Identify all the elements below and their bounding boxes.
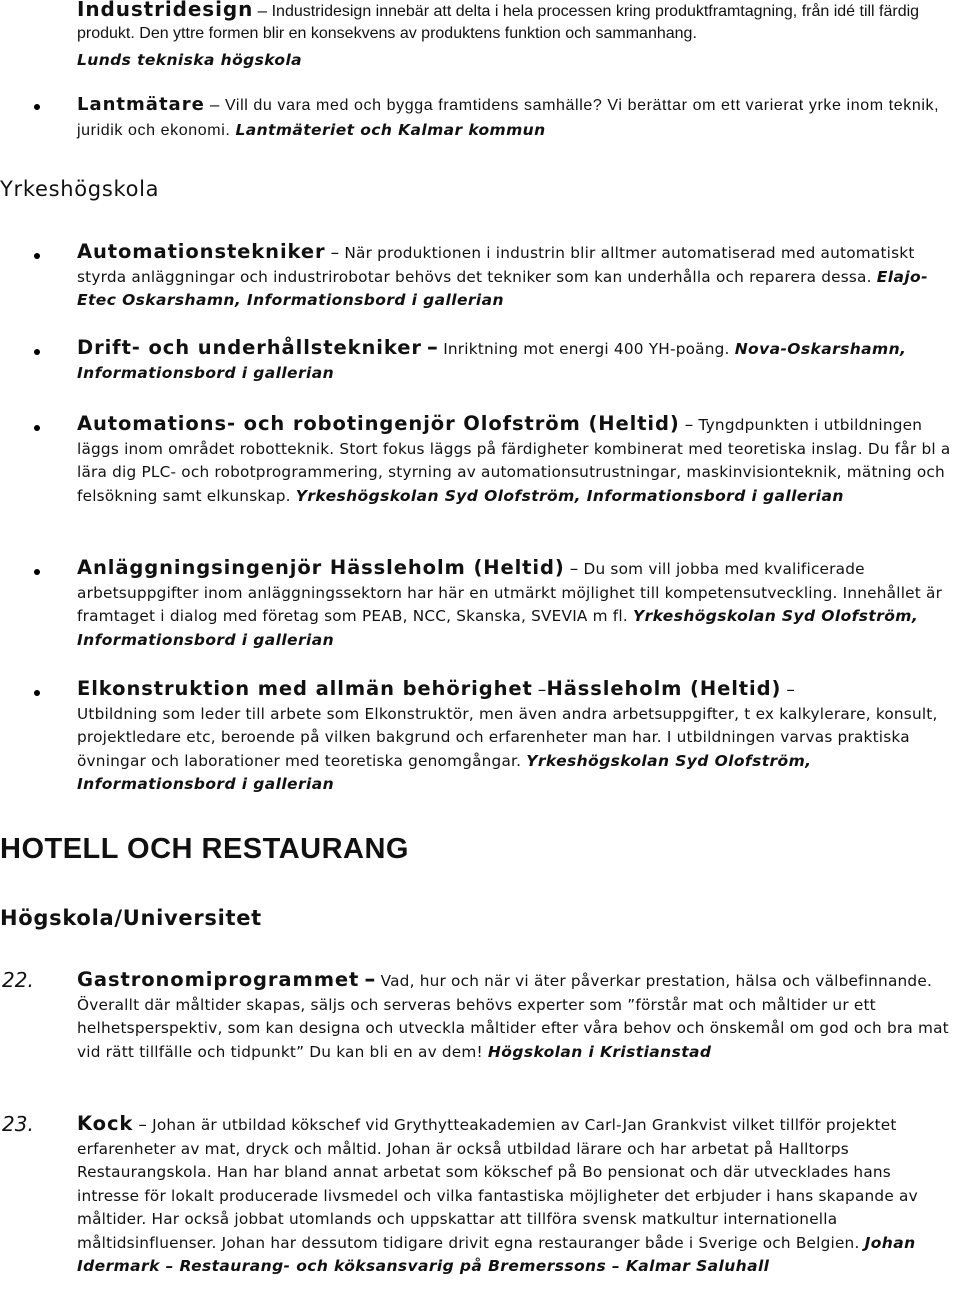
program-gastronomi <box>0 968 960 1064</box>
section-heading-hogskola: Högskola/Universitet <box>0 906 262 930</box>
school-name: Yrkeshögskolan Syd Olofström, Informationsbord i gallerian <box>77 607 919 649</box>
program-description: Johan är utbildad kökschef vid Grythytteakademien av Carl-Jan Grankvist vilket tillför projektet erfarenheter av mat, dryck och måltid. Johan är också utbildad lärare och har arbetat på Halltorps Restaurangskola. Han har bland annat arbetat som kökschef på Bo pensionat och där utvecklades hans intresse för lokalt producerade livsmedel och vilka fantastiska möjligheter det erbjuder i hans skapande av måltider. Har också jobbat utomlands och uppskattar att tillföra svensk matkultur internationella måltidsinfluenser. Johan har dessutom tidigare drivit egna restauranger både i Sverige och Belgien. <box>77 1116 918 1252</box>
section-heading-hotell: HOTELL OCH RESTAURANG <box>0 833 409 865</box>
program-location: Hässleholm (Heltid) <box>546 677 782 700</box>
school-name: Lantmäteriet och Kalmar kommun <box>235 121 546 139</box>
program-title: Automations- och robotingenjör Olofström (Heltid) <box>77 412 680 435</box>
dash: – <box>684 415 694 435</box>
program-title: Lantmätare <box>77 94 205 115</box>
bullet <box>34 349 40 355</box>
school-name: Nova-Oskarshamn, Informationsbord i gallerian <box>77 340 907 382</box>
school-name: Yrkeshögskolan Syd Olofström, Informationsbord i gallerian <box>77 751 812 793</box>
program-title: Elkonstruktion med allmän behörighet <box>77 677 533 700</box>
program-industridesign <box>0 0 960 75</box>
dash: – <box>257 1 268 20</box>
program-description: Vad, hur och när vi äter påverkar prestation, hälsa och välbefinnande. Överallt där måltider skapas, säljs och serveras behövs experter som ”förstår mat och måltider ur ett helhetsperspektiv, som kan designa och utveckla måltider efter våra behov och önskemål om god och bra mat vid rätt tillfälle och tidpunkt” Du kan bli en av dem! <box>77 972 949 1061</box>
program-description: Inriktning mot energi 400 YH-poäng. <box>443 340 730 358</box>
bullet <box>34 690 40 696</box>
school-name: Yrkeshögskolan Syd Olofström, Informationsbord i gallerian <box>295 486 844 505</box>
program-title: Automationstekniker <box>77 240 326 263</box>
program-description: Du som vill jobba med kvalificerade arbetsuppgifter inom anläggningssektorn har här en utmärkt möjlighet till kompetensutveckling. Innehållet är framtaget i dialog med företag som PEAB, NCC, Skanska, SVEVIA m fl. <box>77 560 943 625</box>
dash: – <box>426 335 439 360</box>
bullet <box>34 425 40 431</box>
section-heading-yrkeshogskola: Yrkeshögskola <box>0 177 160 201</box>
school-name: Johan Idermark – Restaurang- och köksansvarig på Bremerssons – Kalmar Saluhall <box>77 1233 916 1275</box>
bullet <box>34 104 40 110</box>
program-title: Drift- och underhållstekniker <box>77 336 422 359</box>
program-description: Vill du vara med och bygga framtidens samhälle? Vi berättar om ett varierat yrke inom teknik, juridik och ekonomi. <box>77 97 940 139</box>
program-kock <box>0 1112 960 1279</box>
program-description: Tyngdpunkten i utbildningen läggs inom området robotteknik. Stort fokus läggs på färdigheter kombinerat med teoretiska inslag. Du får bl a lära dig PLC- och robotprogrammering, styrning av automationsutrustningar, maskinvisionteknik, mätning och felsökning samt elkunskap. <box>77 416 951 505</box>
program-description: Utbildning som leder till arbete som Elkonstruktör, men även andra arbetsuppgifter, t ex kalkylerare, konsult, projektledare etc, beroende på vilken bakgrund och erfarenheter man har. I utbildningen varvas praktiska övningar och laborationer med teoretiska genomgångar. <box>77 704 938 770</box>
program-drift <box>0 336 960 385</box>
program-description: Industridesign innebär att delta i hela processen kring produktframtagning, från idé till färdig produkt. Den yttre formen blir en konsekvens av produktens funktion och sammanhang. <box>77 3 920 42</box>
bullet <box>34 253 40 259</box>
dash: – <box>209 95 220 114</box>
program-lantmatare <box>0 93 960 143</box>
dash: – <box>569 559 579 579</box>
program-description: När produktionen i industrin blir alltmer automatiserad med automatiskt styrda anläggningar och industrirobotar behövs det tekniker som kan underhålla och reparera dessa. <box>77 244 915 286</box>
program-title: Industridesign <box>77 0 254 21</box>
school-name: Lunds tekniska högskola <box>77 51 303 69</box>
program-automationstekniker <box>0 240 960 313</box>
dash: – <box>537 680 547 700</box>
program-anlaggningsingenjor <box>0 556 960 652</box>
dash: – <box>138 1115 148 1135</box>
dash: – <box>364 967 376 992</box>
program-automationsingenjor <box>0 412 960 508</box>
program-title: Kock <box>77 1112 134 1135</box>
item-number: 23. <box>2 1112 34 1136</box>
dash: – <box>330 243 340 263</box>
school-name: Högskolan i Kristianstad <box>487 1042 712 1061</box>
dash: – <box>786 680 796 700</box>
program-title: Anläggningsingenjör Hässleholm (Heltid) <box>77 556 565 579</box>
item-number: 22. <box>2 968 34 992</box>
program-title: Gastronomiprogrammet <box>77 968 360 991</box>
bullet <box>34 569 40 575</box>
school-name: Elajo-Etec Oskarshamn, Informationsbord i gallerian <box>77 267 928 309</box>
program-elkonstruktion <box>0 677 960 797</box>
